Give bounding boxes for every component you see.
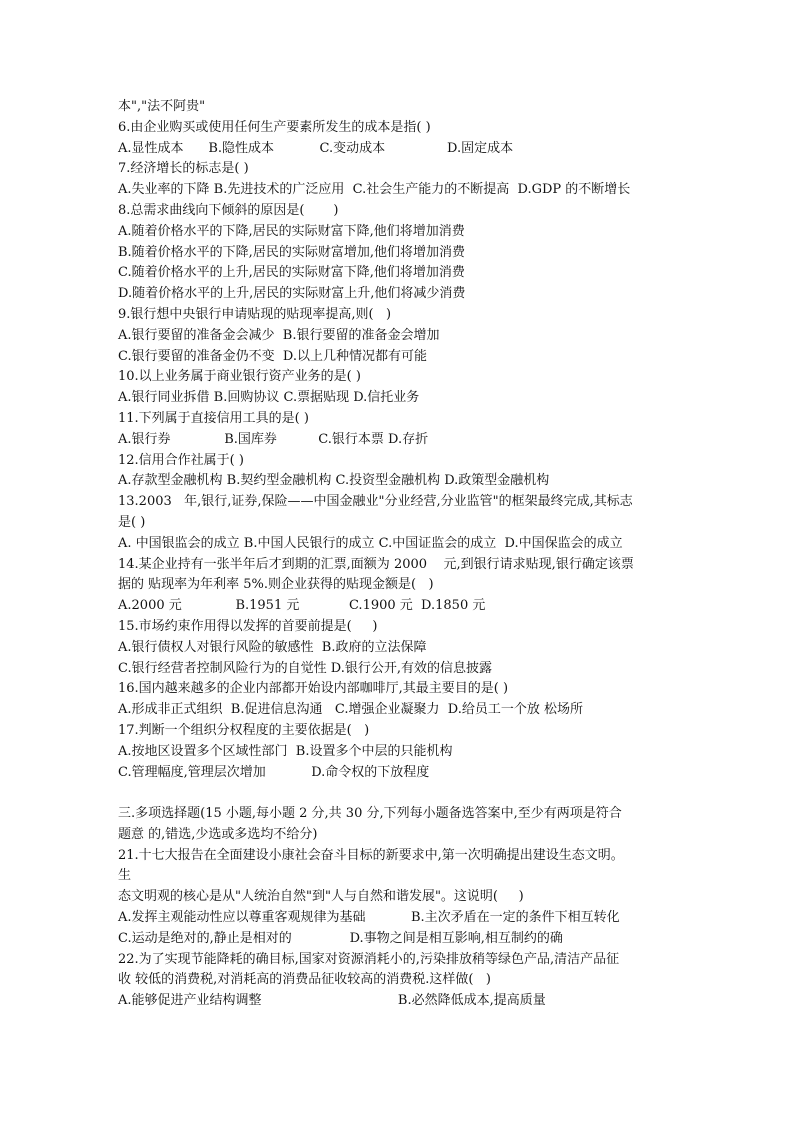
question-9-stem: 9.银行想中央银行申请贴现的贴现率提高,则( ) <box>118 306 392 322</box>
section-spacer <box>118 783 678 804</box>
question-8-option-a: A.随着价格水平的下降,居民的实际财富下降,他们将增加消费 <box>118 223 465 239</box>
question-6-stem: 6.由企业购买或使用任何生产要素所发生的成本是指( ) <box>118 119 431 135</box>
question-16-stem: 16.国内越来越多的企业内部都开始设内部咖啡厅,其最主要目的是( ) <box>118 681 509 697</box>
question-14-options: A.2000 元 B.1951 元 C.1900 元 D.1850 元 <box>118 598 486 614</box>
question-10-stem: 10.以上业务属于商业银行资产业务的是( ) <box>118 369 361 385</box>
question-11-stem: 11.下列属于直接信用工具的是( ) <box>118 410 309 426</box>
question-22-stem-line-2: 收 较低的消费税,对消耗高的消费品征收较高的消费税.这样做( ) <box>118 972 491 988</box>
question-9-options-ab: A.银行要留的准备金会减少 B.银行要留的准备金会增加 <box>118 327 440 343</box>
question-6-options: A.显性成本 B.隐性成本 C.变动成本 D.固定成本 <box>118 140 514 156</box>
question-22-stem-line-1: 22.为了实现节能降耗的确目标,国家对资源消耗小的,污染排放稍等绿色产品,清洁产品征 <box>118 951 620 967</box>
question-17-stem: 17.判断一个组织分权程度的主要依据是( ) <box>118 722 370 738</box>
question-7-stem: 7.经济增长的标志是( ) <box>118 161 249 177</box>
question-15-stem: 15.市场约束作用得以发挥的首要前提是( ) <box>118 618 378 634</box>
question-13-options: A. 中国银监会的成立 B.中国人民银行的成立 C.中国证监会的成立 D.中国保监会的成立 <box>118 535 623 551</box>
question-21-options-cd: C.运动是绝对的,静止是相对的 D.事物之间是相互影响,相互制约的确 <box>118 930 563 946</box>
question-17-options-ab: A.按地区设置多个区域性部门 B.设置多个中层的只能机构 <box>118 743 453 759</box>
section-3-heading-line-1: 三.多项选择题(15 小题,每小题 2 分,共 30 分,下列每小题备选答案中,至少有两项是符合 <box>118 806 622 822</box>
exam-text <box>118 97 678 1012</box>
question-9-options-cd: C.银行要留的准备金仍不变 D.以上几种情况都有可能 <box>118 348 427 364</box>
question-7-options: A.失业率的下降 B.先进技术的广泛应用 C.社会生产能力的不断提高 D.GDP 的不断增长 <box>118 182 631 198</box>
question-10-options: A.银行同业拆借 B.回购协议 C.票据贴现 D.信托业务 <box>118 390 420 406</box>
question-21-stem-line-2: 生 <box>118 868 132 884</box>
question-21-stem-line-3: 态文明观的核心是从"人统治自然"到"人与自然和谐发展"。这说明( ) <box>118 889 524 905</box>
question-16-options: A.形成非正式组织 B.促进信息沟通 C.增强企业凝聚力 D.给员工一个放 松场所 <box>118 702 583 718</box>
question-8-stem: 8.总需求曲线向下倾斜的原因是( ) <box>118 202 339 218</box>
question-15-options-cd: C.银行经营者控制风险行为的自觉性 D.银行公开,有效的信息披露 <box>118 660 492 676</box>
question-21-stem-line-1: 21.十七大报告在全面建设小康社会奋斗目标的新要求中,第一次明确提出建设生态文明。 <box>118 847 624 863</box>
question-13-stem-line-2: 是( ) <box>118 514 146 530</box>
question-8-option-b: B.随着价格水平的下降,居民的实际财富增加,他们将增加消费 <box>118 244 465 260</box>
intro-line: 本","法不阿贵" <box>118 99 206 114</box>
question-12-options: A.存款型金融机构 B.契约型金融机构 C.投资型金融机构 D.政策型金融机构 <box>118 473 550 489</box>
question-13-stem-line-1: 13.2003 年,银行,证券,保险——中国金融业"分业经营,分业监管"的框架最终完成,其标志 <box>118 494 633 510</box>
question-17-options-cd: C.管理幅度,管理层次增加 D.命令权的下放程度 <box>118 764 430 780</box>
question-14-stem-line-2: 据的 贴现率为年利率 5%.则企业获得的贴现金额是( ) <box>118 577 434 593</box>
question-14-stem-line-1: 14.某企业持有一张半年后才到期的汇票,面额为 2000 元,到银行请求贴现,银行确定该票 <box>118 556 634 572</box>
section-3-heading-line-2: 题意 的,错选,少选或多选均不给分) <box>118 826 318 842</box>
question-8-option-d: D.随着价格水平的上升,居民的实际财富上升,他们将减少消费 <box>118 286 466 302</box>
question-21-options-ab: A.发挥主观能动性应以尊重客观规律为基础 B.主次矛盾在一定的条件下相互转化 <box>118 910 620 926</box>
question-22-options-ab: A.能够促进产业结构调整 B.必然降低成本,提高质量 <box>118 993 546 1009</box>
question-8-option-c: C.随着价格水平的上升,居民的实际财富下降,他们将增加消费 <box>118 265 465 281</box>
question-12-stem: 12.信用合作社属于( ) <box>118 452 244 468</box>
question-15-options-ab: A.银行债权人对银行风险的敏感性 B.政府的立法保障 <box>118 639 427 655</box>
question-11-options: A.银行券 B.国库券 C.银行本票 D.存折 <box>118 431 429 447</box>
